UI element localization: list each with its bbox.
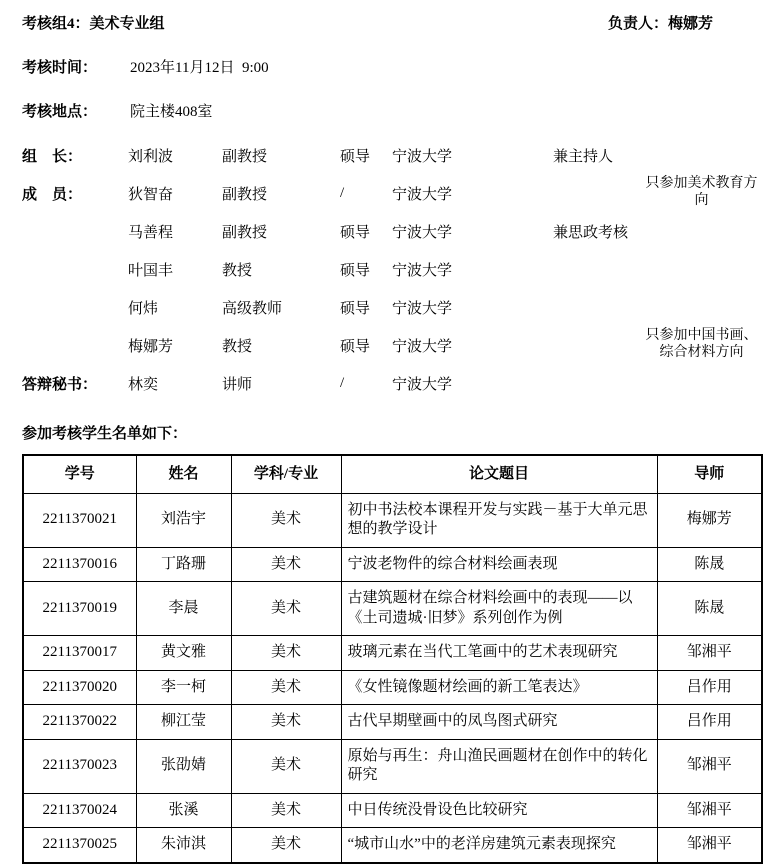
student-id-cell: 2211370019 bbox=[23, 582, 136, 636]
committee-role-label: 答辩秘书： bbox=[22, 376, 98, 393]
person-in-charge: 负责人：梅娜芳 bbox=[607, 16, 713, 32]
assessment-time-row bbox=[22, 56, 761, 77]
students-column-header: 学科/专业 bbox=[231, 455, 341, 493]
assessment-time-value: 2023年11月12日 9:00 bbox=[130, 60, 269, 76]
student-major-cell: 美术 bbox=[231, 636, 341, 671]
student-row bbox=[23, 705, 762, 740]
student-row bbox=[23, 793, 762, 828]
committee-member-mentor-status: / bbox=[340, 184, 345, 201]
student-id-cell: 2211370021 bbox=[23, 493, 136, 547]
student-thesis-cell: 初中书法校本课程开发与实践－基于大单元思想的教学设计 bbox=[341, 493, 657, 547]
student-advisor-cell: 吕作用 bbox=[657, 705, 762, 740]
student-thesis-cell: 《女性镜像题材绘画的新工笔表达》 bbox=[341, 670, 657, 705]
student-row bbox=[23, 547, 762, 582]
student-advisor-cell: 邹湘平 bbox=[657, 636, 762, 671]
student-row bbox=[23, 582, 762, 636]
committee-member-mentor-status: / bbox=[340, 374, 345, 391]
committee-member-name: 狄智奋 bbox=[128, 186, 174, 203]
committee-member-title: 教授 bbox=[222, 262, 253, 279]
committee-row bbox=[22, 250, 761, 288]
committee-member-university: 宁波大学 bbox=[392, 148, 453, 165]
students-column-header: 学号 bbox=[23, 455, 136, 493]
student-major-cell: 美术 bbox=[231, 793, 341, 828]
students-column-header: 姓名 bbox=[136, 455, 231, 493]
student-advisor-cell: 陈晟 bbox=[657, 547, 762, 582]
committee-member-title: 讲师 bbox=[222, 376, 253, 393]
student-id-cell: 2211370025 bbox=[23, 828, 136, 863]
student-thesis-cell: 原始与再生：舟山渔民画题材在创作中的转化研究 bbox=[341, 739, 657, 793]
group-title: 考核组4：美术专业组 bbox=[22, 16, 165, 32]
student-advisor-cell: 吕作用 bbox=[657, 670, 762, 705]
committee-member-mentor-status: 硕导 bbox=[340, 148, 371, 165]
committee-member-mentor-status: 硕导 bbox=[340, 224, 371, 241]
student-advisor-cell: 邹湘平 bbox=[657, 793, 762, 828]
student-list-intro: 参加考核学生名单如下： bbox=[22, 426, 188, 442]
committee-member-name: 林奕 bbox=[128, 376, 159, 393]
committee-member-university: 宁波大学 bbox=[392, 224, 453, 241]
student-major-cell: 美术 bbox=[231, 828, 341, 863]
students-table bbox=[22, 454, 763, 864]
committee-list bbox=[22, 136, 761, 402]
committee-member-university: 宁波大学 bbox=[392, 186, 453, 203]
assessment-location-value: 院主楼408室 bbox=[130, 104, 213, 120]
committee-row bbox=[22, 288, 761, 326]
committee-row bbox=[22, 136, 761, 174]
document-header bbox=[22, 12, 761, 33]
student-id-cell: 2211370023 bbox=[23, 739, 136, 793]
students-column-header: 论文题目 bbox=[341, 455, 657, 493]
committee-member-university: 宁波大学 bbox=[392, 262, 453, 279]
committee-member-name: 马善程 bbox=[128, 224, 174, 241]
student-name-cell: 李晨 bbox=[136, 582, 231, 636]
committee-member-name: 梅娜芳 bbox=[128, 338, 174, 355]
committee-member-note: 兼思政考核 bbox=[553, 224, 629, 241]
committee-member-name: 何炜 bbox=[128, 300, 159, 317]
committee-role-label: 组 长： bbox=[22, 148, 83, 165]
committee-member-university: 宁波大学 bbox=[392, 338, 453, 355]
students-table-header-row bbox=[23, 455, 762, 493]
student-name-cell: 朱沛淇 bbox=[136, 828, 231, 863]
student-name-cell: 柳江莹 bbox=[136, 705, 231, 740]
student-id-cell: 2211370016 bbox=[23, 547, 136, 582]
student-name-cell: 刘浩宇 bbox=[136, 493, 231, 547]
student-major-cell: 美术 bbox=[231, 739, 341, 793]
student-id-cell: 2211370020 bbox=[23, 670, 136, 705]
student-thesis-cell: 古建筑题材在综合材料绘画中的表现——以《土司遗城·旧梦》系列创作为例 bbox=[341, 582, 657, 636]
student-name-cell: 黄文雅 bbox=[136, 636, 231, 671]
student-name-cell: 丁路珊 bbox=[136, 547, 231, 582]
committee-row bbox=[22, 326, 761, 364]
committee-member-mentor-status: 硕导 bbox=[340, 300, 371, 317]
student-advisor-cell: 邹湘平 bbox=[657, 739, 762, 793]
student-thesis-cell: “城市山水”中的老洋房建筑元素表现探究 bbox=[341, 828, 657, 863]
student-thesis-cell: 宁波老物件的综合材料绘画表现 bbox=[341, 547, 657, 582]
student-major-cell: 美术 bbox=[231, 493, 341, 547]
student-major-cell: 美术 bbox=[231, 547, 341, 582]
student-advisor-cell: 陈晟 bbox=[657, 582, 762, 636]
student-id-cell: 2211370022 bbox=[23, 705, 136, 740]
student-row bbox=[23, 493, 762, 547]
students-column-header: 导师 bbox=[657, 455, 762, 493]
committee-member-name: 叶国丰 bbox=[128, 262, 174, 279]
committee-member-name: 刘利波 bbox=[128, 148, 174, 165]
committee-member-scope-note: 只参加中国书画、综合材料方向 bbox=[645, 328, 758, 360]
assessment-time-label: 考核时间： bbox=[22, 60, 98, 76]
student-row bbox=[23, 739, 762, 793]
assessment-location-row bbox=[22, 100, 761, 121]
student-thesis-cell: 中日传统没骨设色比较研究 bbox=[341, 793, 657, 828]
committee-member-title: 高级教师 bbox=[222, 300, 283, 317]
student-name-cell: 张劭婧 bbox=[136, 739, 231, 793]
committee-row bbox=[22, 212, 761, 250]
committee-member-title: 教授 bbox=[222, 338, 253, 355]
student-row bbox=[23, 636, 762, 671]
committee-member-title: 副教授 bbox=[222, 148, 268, 165]
committee-role-label: 成 员： bbox=[22, 186, 83, 203]
committee-member-university: 宁波大学 bbox=[392, 300, 453, 317]
student-major-cell: 美术 bbox=[231, 670, 341, 705]
student-thesis-cell: 古代早期壁画中的凤鸟图式研究 bbox=[341, 705, 657, 740]
committee-row bbox=[22, 364, 761, 402]
committee-member-scope-note: 只参加美术教育方向 bbox=[645, 176, 758, 208]
student-advisor-cell: 邹湘平 bbox=[657, 828, 762, 863]
student-name-cell: 李一柯 bbox=[136, 670, 231, 705]
committee-member-mentor-status: 硕导 bbox=[340, 338, 371, 355]
committee-member-title: 副教授 bbox=[222, 224, 268, 241]
student-row bbox=[23, 670, 762, 705]
student-major-cell: 美术 bbox=[231, 582, 341, 636]
student-row bbox=[23, 828, 762, 863]
committee-member-note: 兼主持人 bbox=[553, 148, 614, 165]
student-id-cell: 2211370017 bbox=[23, 636, 136, 671]
student-advisor-cell: 梅娜芳 bbox=[657, 493, 762, 547]
committee-member-title: 副教授 bbox=[222, 186, 268, 203]
committee-member-university: 宁波大学 bbox=[392, 376, 453, 393]
student-id-cell: 2211370024 bbox=[23, 793, 136, 828]
student-major-cell: 美术 bbox=[231, 705, 341, 740]
committee-member-mentor-status: 硕导 bbox=[340, 262, 371, 279]
student-thesis-cell: 玻璃元素在当代工笔画中的艺术表现研究 bbox=[341, 636, 657, 671]
assessment-location-label: 考核地点： bbox=[22, 104, 98, 120]
student-name-cell: 张溪 bbox=[136, 793, 231, 828]
committee-row bbox=[22, 174, 761, 212]
